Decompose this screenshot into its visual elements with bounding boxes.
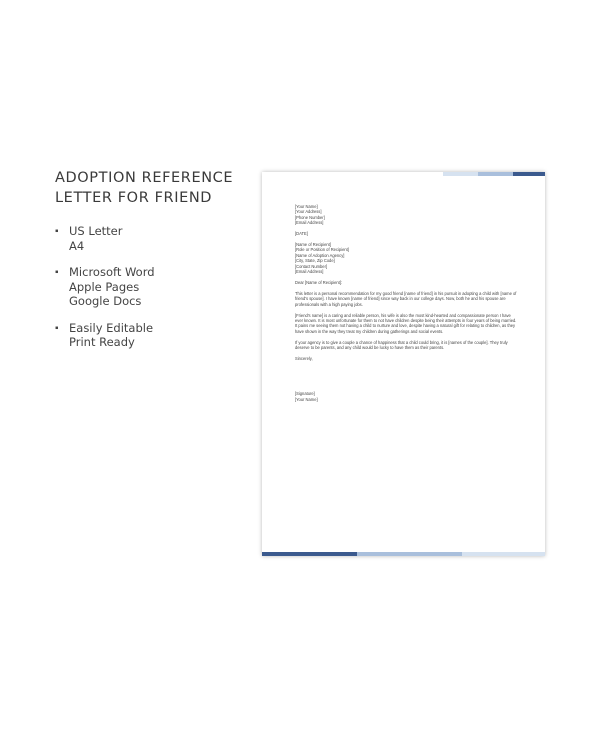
sender-block [295,204,517,226]
feature-list [55,224,245,362]
letter-paragraph: This letter is a personal recommendation for my good friend [name of friend] in his pursuit in adopting a child with [name of friend's spouse]. I have known [name of friend] since way back in our college days. Now, both he and his spouse are professionals with a high paying jobs. [295,290,517,307]
feature-group-properties [55,321,245,350]
title-line-2: LETTER FOR FRIEND [55,190,213,206]
feature-item: US Letter [69,224,123,238]
recipient-line: [Contact Number] [295,263,328,269]
sender-line: [Phone Number] [295,214,325,220]
feature-group-apps [55,265,245,309]
sender-line: [Your Address] [295,209,322,215]
feature-item: Easily Editable [69,320,154,335]
recipient-line: [Name of Recipient] [295,242,331,248]
feature-item: A4 [69,238,85,253]
letter-preview [262,172,545,556]
sender-line: [Email Address] [295,220,324,226]
bullet-icon: ▪ [55,226,59,237]
recipient-line: [City, State, Zip Code] [295,258,335,264]
signature-line: [Your Name] [295,396,318,402]
signature-block [295,391,517,402]
feature-item: Print Ready [69,335,135,349]
recipient-line: [Role or Position of Recipient] [295,247,349,253]
recipient-block [295,242,517,274]
feature-group-formats [55,224,245,253]
letter-paragraph: [Friend's name] is a caring and reliable person, his wife is also the most kind-hearted and compassionate person I have ever known. It is most unfortunate for them to not have children despite being their attempts in four years of being married. It pains me seeing them not having a child to nurture and love, despite having a natural gift for relating to children, as they have shown in the way they treat my children during gatherings and social events. [295,312,517,334]
bullet-icon: ▪ [55,267,59,278]
closing: Sincerely, [295,356,313,362]
sender-line: [Your Name] [295,204,318,209]
bottom-bar-dark [262,552,357,556]
bullet-icon: ▪ [55,322,59,334]
recipient-line: [Name of Adoption Agency] [295,252,345,258]
bottom-bar-light [462,552,545,556]
salutation: Dear [Name of Recipient]: [295,279,343,285]
top-bar-mid [478,172,513,176]
letter-paragraph: If your agency is to give a couple a chance of happiness that a child could bring, it is [names of the couple]. They truly deserve to be parents, and any child would be lucky to have them as their parents. [295,339,508,351]
feature-item: Apple Pages [69,279,140,294]
top-bar-light [443,172,478,176]
recipient-line: [Email Address] [295,269,324,275]
signature-line: [Signature] [295,391,315,397]
letter-body [295,204,517,402]
feature-item: Google Docs [69,294,142,308]
date-line: [DATE] [295,231,308,237]
bottom-bar-mid [357,552,462,556]
title-line-1: ADOPTION REFERENCE [55,170,234,186]
feature-item: Microsoft Word [69,265,155,279]
template-title [55,168,255,208]
top-bar-dark [513,172,545,176]
